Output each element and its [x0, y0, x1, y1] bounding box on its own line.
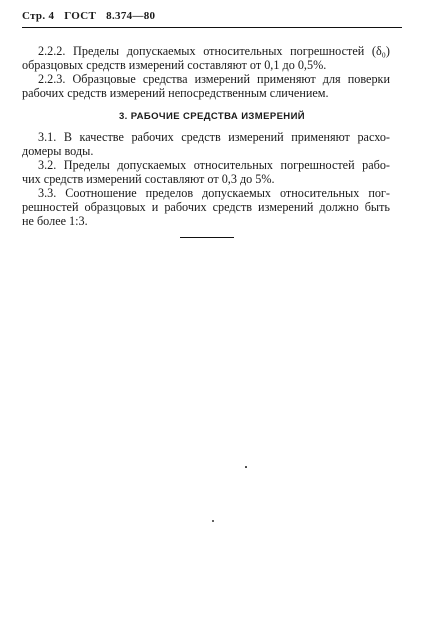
standard-number: 8.374—80: [106, 10, 156, 22]
standard-label: ГОСТ: [64, 10, 97, 22]
paragraph-3-3-line-1: 3.3. Соотношение пределов допускаемых относительных пог-: [38, 186, 390, 200]
paragraph-2-2-2-line-1: 2.2.2. Пределы допускаемых относительных погрешностей (δ₀): [38, 44, 390, 58]
paragraph-2-2-3-line-1: 2.2.3. Образцовые средства измерений применяют для поверки: [38, 72, 390, 86]
paragraph-3-1-line-2: домеры воды.: [22, 144, 94, 158]
end-of-text-rule: [180, 237, 234, 238]
header-divider: [22, 27, 402, 28]
paragraph-3-2-line-1: 3.2. Пределы допускаемых относительных погрешностей рабо-: [38, 158, 390, 172]
paragraph-3-3-line-2: решностей образцовых и рабочих средств измерений должно быть: [22, 200, 390, 214]
paragraph-3-3-line-3: не более 1:3.: [22, 214, 88, 228]
section-3-heading: 3. РАБОЧИЕ СРЕДСТВА ИЗМЕРЕНИЙ: [118, 111, 306, 122]
page-number: Стр. 4: [22, 10, 55, 22]
page-header: [22, 10, 155, 22]
scan-speck: [245, 466, 247, 468]
paragraph-2-2-2-line-2: образцовых средств измерений составляют от 0,1 до 0,5%.: [22, 58, 327, 72]
paragraph-2-2-3-line-2: рабочих средств измерений непосредственным сличением.: [22, 86, 329, 100]
scan-speck: [212, 520, 214, 522]
paragraph-3-1-line-1: 3.1. В качестве рабочих средств измерений применяют расхо-: [38, 130, 390, 144]
paragraph-3-2-line-2: чих средств измерений составляют от 0,3 до 5%.: [22, 172, 275, 186]
